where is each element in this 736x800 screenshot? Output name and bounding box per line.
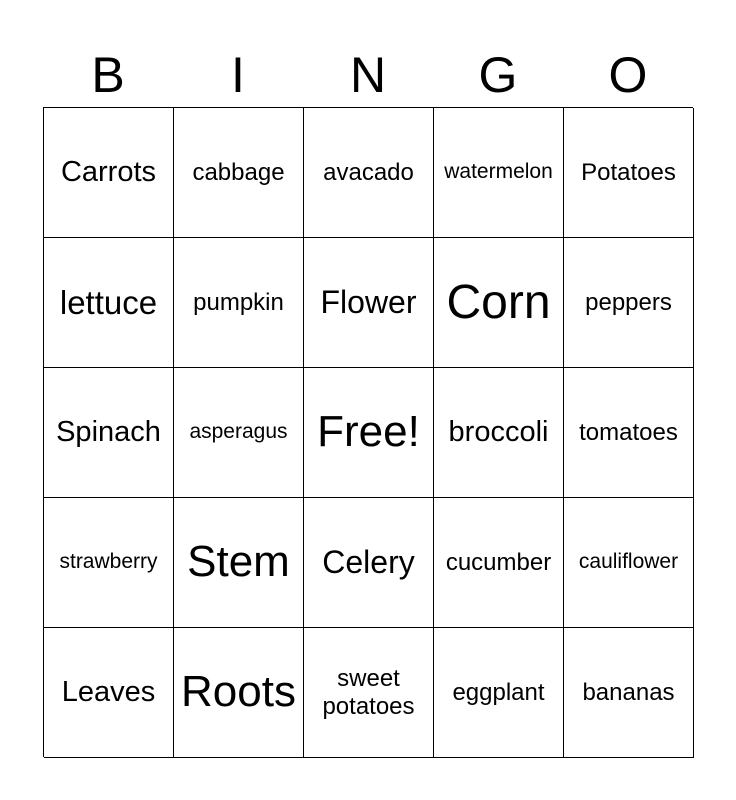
bingo-cell-r4c4[interactable] (434, 498, 564, 628)
cell-label: eggplant (452, 678, 545, 706)
bingo-cell-r2c5[interactable] (564, 238, 694, 368)
cell-label: pumpkin (193, 288, 284, 316)
cell-label: lettuce (59, 283, 158, 321)
bingo-cell-r2c3[interactable] (304, 238, 434, 368)
bingo-board (43, 107, 693, 757)
cell-label: tomatoes (579, 418, 678, 446)
cell-label: bananas (582, 678, 675, 706)
cell-label: Flower (320, 284, 417, 321)
bingo-cell-r3c4[interactable] (434, 368, 564, 498)
bingo-cell-r1c2[interactable] (174, 108, 304, 238)
cell-label: cucumber (445, 548, 552, 576)
bingo-cell-r4c1[interactable] (44, 498, 174, 628)
cell-label: cabbage (192, 158, 285, 186)
bingo-cell-r5c2[interactable] (174, 628, 304, 758)
bingo-cell-r5c5[interactable] (564, 628, 694, 758)
cell-label: Carrots (60, 155, 157, 188)
header-letter-b: B (91, 47, 125, 103)
cell-label: asperagus (189, 420, 288, 444)
bingo-cell-r1c4[interactable] (434, 108, 564, 238)
cell-label: Roots (181, 667, 296, 717)
bingo-cell-r1c1[interactable] (44, 108, 174, 238)
bingo-cell-r5c3[interactable] (304, 628, 434, 758)
cell-label: Celery (322, 544, 415, 581)
bingo-cell-r5c1[interactable] (44, 628, 174, 758)
bingo-cell-r4c3[interactable] (304, 498, 434, 628)
cell-label: peppers (585, 288, 672, 316)
cell-label: strawberry (59, 550, 158, 574)
header-letter-o: O (608, 47, 648, 103)
bingo-cell-r2c2[interactable] (174, 238, 304, 368)
cell-label: Potatoes (581, 158, 676, 186)
bingo-cell-r2c1[interactable] (44, 238, 174, 368)
header-letter-n: N (349, 47, 387, 103)
bingo-cell-r1c3[interactable] (304, 108, 434, 238)
cell-label: watermelon (444, 160, 553, 184)
bingo-cell-r1c5[interactable] (564, 108, 694, 238)
cell-label: sweet potatoes (322, 664, 415, 720)
free-space-label: Free! (317, 407, 420, 457)
cell-label: Corn (446, 275, 551, 329)
bingo-cell-r4c5[interactable] (564, 498, 694, 628)
cell-label: Leaves (61, 675, 156, 708)
cell-label: Stem (187, 537, 290, 587)
cell-label: broccoli (448, 415, 549, 448)
cell-label: cauliflower (578, 550, 679, 574)
header-letter-i: I (231, 47, 245, 103)
bingo-cell-r3c5[interactable] (564, 368, 694, 498)
bingo-header (43, 44, 693, 106)
bingo-cell-r5c4[interactable] (434, 628, 564, 758)
cell-label: avacado (323, 158, 414, 186)
bingo-cell-r2c4[interactable] (434, 238, 564, 368)
bingo-cell-r3c2[interactable] (174, 368, 304, 498)
bingo-cell-r3c1[interactable] (44, 368, 174, 498)
bingo-cell-r4c2[interactable] (174, 498, 304, 628)
bingo-cell-free-space[interactable] (304, 368, 434, 498)
cell-label: Spinach (56, 415, 161, 448)
header-letter-g: G (478, 47, 518, 103)
